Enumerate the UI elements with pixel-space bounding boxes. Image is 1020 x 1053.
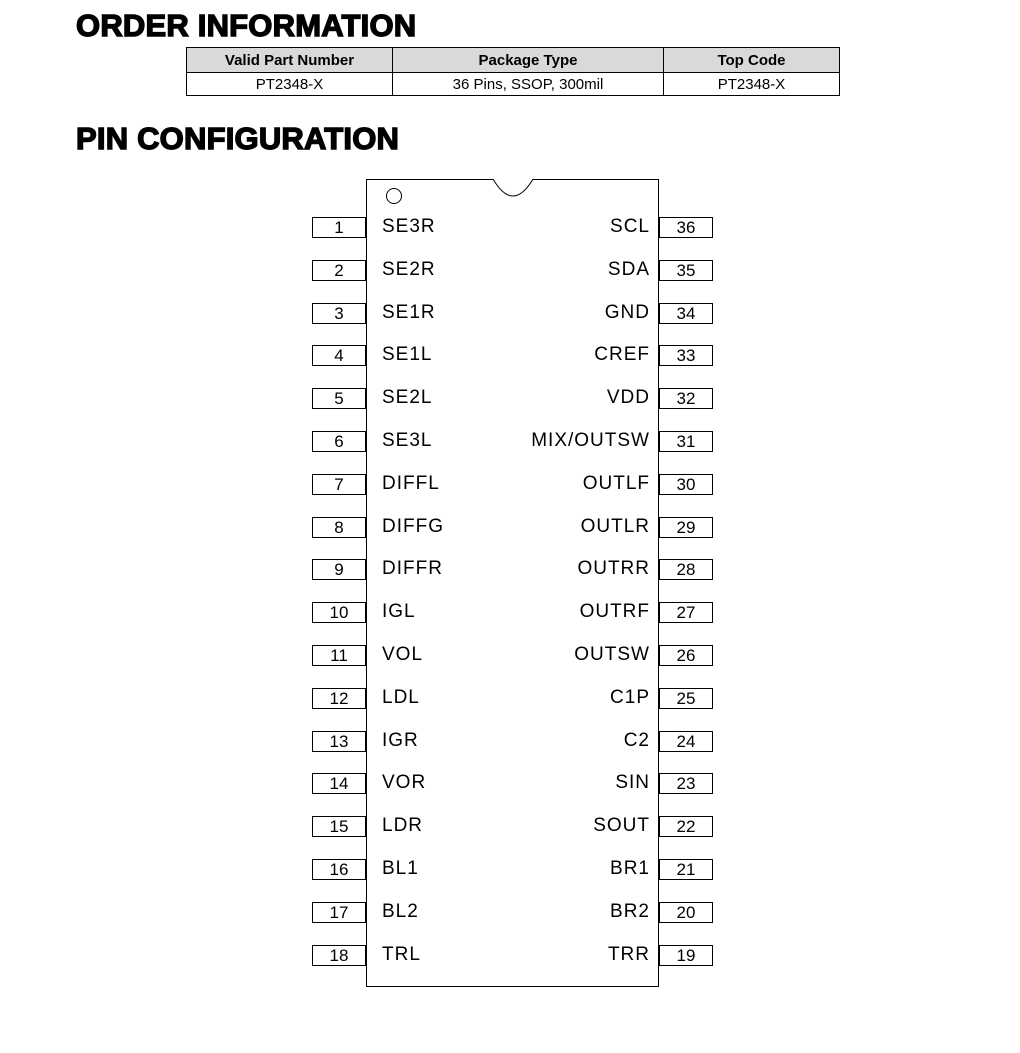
pin-name-15: LDR — [382, 815, 424, 836]
pin-name-36: SCL — [610, 216, 650, 237]
pin-name-28: OUTRR — [577, 558, 650, 579]
pin-name-3: SE1R — [382, 302, 436, 323]
pin-number-30: 30 — [659, 474, 713, 495]
order-information-heading: ORDER INFORMATION — [76, 8, 417, 43]
pin-number-1: 1 — [312, 217, 366, 238]
pin-name-13: IGR — [382, 730, 419, 751]
pin-number-10: 10 — [312, 602, 366, 623]
pin-name-2: SE2R — [382, 259, 436, 280]
pin-number-34: 34 — [659, 303, 713, 324]
pin-number-21: 21 — [659, 859, 713, 880]
pin-name-17: BL2 — [382, 901, 419, 922]
pin-name-7: DIFFL — [382, 473, 440, 494]
pin-number-36: 36 — [659, 217, 713, 238]
pin-name-32: VDD — [606, 387, 650, 408]
pin-number-9: 9 — [312, 559, 366, 580]
pin-configuration-heading: PIN CONFIGURATION — [76, 121, 400, 156]
column-header-top-code: Top Code — [664, 48, 840, 73]
pin-number-31: 31 — [659, 431, 713, 452]
pin-number-20: 20 — [659, 902, 713, 923]
pin-name-31: MIX/OUTSW — [531, 430, 650, 451]
pin-number-35: 35 — [659, 260, 713, 281]
pin-name-22: SOUT — [593, 815, 650, 836]
pin-number-5: 5 — [312, 388, 366, 409]
pin-name-5: SE2L — [382, 387, 433, 408]
pin-name-14: VOR — [382, 772, 427, 793]
pin-name-12: LDL — [382, 687, 420, 708]
pin-number-11: 11 — [312, 645, 366, 666]
cell-top-code: PT2348-X — [664, 73, 840, 96]
pin-number-12: 12 — [312, 688, 366, 709]
pin-number-7: 7 — [312, 474, 366, 495]
pin-number-8: 8 — [312, 517, 366, 538]
pin-name-23: SIN — [615, 772, 650, 793]
pin-name-25: C1P — [610, 687, 650, 708]
pin-name-20: BR2 — [610, 901, 650, 922]
pin-number-14: 14 — [312, 773, 366, 794]
pin-name-8: DIFFG — [382, 516, 444, 537]
pin-number-2: 2 — [312, 260, 366, 281]
pin-name-18: TRL — [382, 944, 421, 965]
pin-name-4: SE1L — [382, 344, 433, 365]
pin-number-15: 15 — [312, 816, 366, 837]
table-header-row — [187, 48, 840, 73]
pin-number-16: 16 — [312, 859, 366, 880]
pin-name-30: OUTLF — [582, 473, 650, 494]
pin-name-16: BL1 — [382, 858, 419, 879]
pin-name-27: OUTRF — [579, 601, 650, 622]
pin-name-10: IGL — [382, 601, 416, 622]
pin-number-17: 17 — [312, 902, 366, 923]
pin-name-35: SDA — [607, 259, 650, 280]
pin-number-32: 32 — [659, 388, 713, 409]
cell-package-type: 36 Pins, SSOP, 300mil — [393, 73, 664, 96]
pin-name-6: SE3L — [382, 430, 433, 451]
column-header-part-number: Valid Part Number — [187, 48, 393, 73]
pin-name-21: BR1 — [610, 858, 650, 879]
pin-name-34: GND — [604, 302, 650, 323]
pin-number-23: 23 — [659, 773, 713, 794]
column-header-package-type: Package Type — [393, 48, 664, 73]
pin-number-19: 19 — [659, 945, 713, 966]
pin-name-9: DIFFR — [382, 558, 443, 579]
pin-number-4: 4 — [312, 345, 366, 366]
pin-name-19: TRR — [607, 944, 650, 965]
order-information-table — [186, 47, 840, 96]
pin-number-33: 33 — [659, 345, 713, 366]
pin-name-11: VOL — [382, 644, 424, 665]
pin-number-24: 24 — [659, 731, 713, 752]
pin-number-6: 6 — [312, 431, 366, 452]
cell-part-number: PT2348-X — [187, 73, 393, 96]
pin-number-26: 26 — [659, 645, 713, 666]
pin1-indicator-dot — [386, 188, 402, 204]
pin-number-13: 13 — [312, 731, 366, 752]
pin-name-1: SE3R — [382, 216, 436, 237]
pin-name-24: C2 — [623, 730, 650, 751]
package-notch — [492, 179, 534, 197]
pin-number-22: 22 — [659, 816, 713, 837]
pin-name-29: OUTLR — [580, 516, 650, 537]
pin-number-28: 28 — [659, 559, 713, 580]
pin-name-33: CREF — [594, 344, 650, 365]
pin-name-26: OUTSW — [574, 644, 650, 665]
pin-number-27: 27 — [659, 602, 713, 623]
pin-number-25: 25 — [659, 688, 713, 709]
pin-number-3: 3 — [312, 303, 366, 324]
pin-number-18: 18 — [312, 945, 366, 966]
table-row — [187, 73, 840, 96]
pin-number-29: 29 — [659, 517, 713, 538]
